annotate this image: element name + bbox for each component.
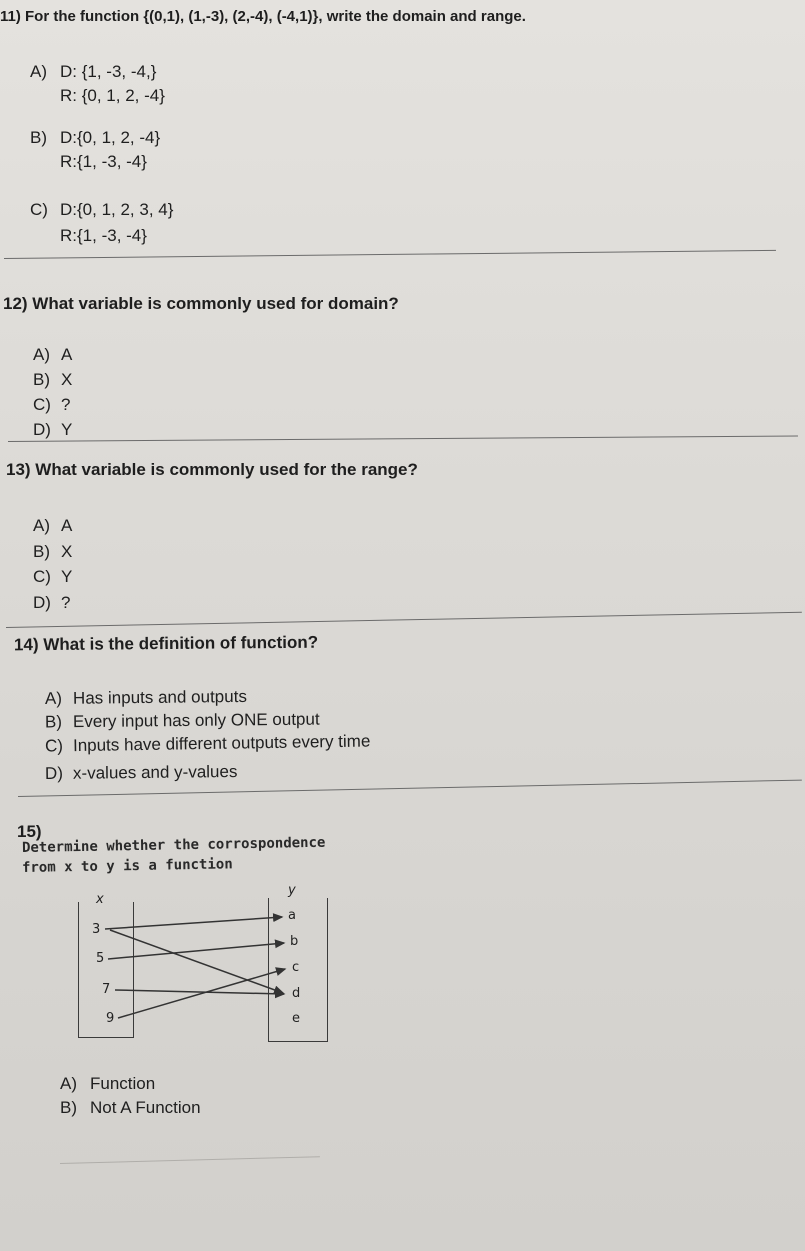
option-letter: A): [33, 345, 50, 364]
q14-text: 14) What is the definition of function?: [13, 632, 319, 655]
q13-text: 13) What variable is commonly used for the range?: [6, 460, 418, 479]
q11-option-c[interactable]: [30, 200, 173, 220]
q11-text: 11) For the function {(0,1), (1,-3), (2,-4), (-4,1)}, write the domain and range.: [0, 8, 526, 25]
q11-option-c-range: R:{1, -3, -4}: [60, 226, 147, 245]
option-value: Function: [90, 1074, 156, 1093]
q15-line1: Determine whether the corrospondence: [21, 834, 326, 856]
option-domain: D:{0, 1, 2, -4}: [60, 128, 161, 147]
option-letter: A): [30, 62, 47, 81]
input-9: 9: [106, 1011, 115, 1026]
arrow-3-to-d: [110, 930, 283, 993]
arrow-5-to-b: [108, 943, 284, 959]
option-value: ?: [61, 593, 71, 612]
q12-option-b[interactable]: [33, 370, 72, 390]
divider-line: [8, 435, 798, 442]
output-a: a: [288, 908, 296, 923]
option-value: Not A Function: [90, 1098, 201, 1117]
q14-option-b[interactable]: [45, 710, 320, 733]
option-value: Y: [61, 420, 73, 439]
q11-option-a[interactable]: [30, 62, 156, 82]
arrow-3-to-a: [105, 917, 282, 929]
q13-option-a[interactable]: [33, 516, 72, 536]
q14-option-d[interactable]: [45, 762, 238, 784]
option-value: x-values and y-values: [72, 761, 238, 783]
option-letter: C): [33, 395, 51, 414]
x-axis-label: x: [96, 892, 104, 907]
q15-line2: from x to y is a function: [21, 856, 233, 876]
option-letter: C): [33, 567, 51, 586]
q11-option-b[interactable]: [30, 128, 160, 148]
option-letter: B): [33, 370, 50, 389]
output-b: b: [290, 934, 299, 949]
q11-option-b-range: R:{1, -3, -4}: [60, 152, 147, 171]
q11-option-a-range: R: {0, 1, 2, -4}: [60, 86, 165, 105]
mapping-arrows: [60, 880, 340, 1050]
q15-number: 15): [17, 822, 42, 841]
option-value: X: [61, 542, 73, 561]
option-value: A: [61, 516, 73, 535]
q12-option-c[interactable]: [33, 395, 70, 415]
output-c: c: [292, 960, 300, 975]
option-letter: A): [33, 516, 50, 535]
q12-text: 12) What variable is commonly used for domain?: [3, 294, 399, 313]
q14-option-c[interactable]: [45, 731, 371, 756]
option-letter: D): [44, 763, 64, 784]
output-d: d: [292, 986, 301, 1001]
option-value: A: [61, 345, 73, 364]
q13-option-b[interactable]: [33, 542, 72, 562]
option-letter: C): [30, 200, 48, 219]
q13-option-d[interactable]: [33, 593, 70, 613]
q15-option-a[interactable]: [60, 1074, 155, 1094]
option-letter: A): [44, 688, 63, 709]
divider-line: [6, 612, 802, 628]
input-5: 5: [96, 951, 105, 966]
option-letter: D): [33, 593, 51, 612]
option-letter: B): [30, 128, 47, 147]
option-letter: B): [33, 542, 50, 561]
q14-option-a[interactable]: [45, 687, 247, 709]
output-e: e: [292, 1011, 300, 1026]
option-value: X: [61, 370, 73, 389]
q12-option-a[interactable]: [33, 345, 72, 365]
q15-option-b[interactable]: [60, 1098, 201, 1118]
option-value: Every input has only ONE output: [72, 709, 320, 732]
input-3: 3: [92, 922, 101, 937]
option-value: Inputs have different outputs every time: [72, 731, 371, 756]
option-letter: A): [60, 1074, 77, 1093]
input-7: 7: [102, 982, 111, 997]
option-value: Has inputs and outputs: [72, 686, 247, 708]
faint-line: [60, 1156, 320, 1164]
divider-line: [4, 250, 776, 259]
option-value: ?: [61, 395, 71, 414]
mapping-diagram: [60, 880, 340, 1050]
option-letter: B): [60, 1098, 77, 1117]
option-domain: D: {1, -3, -4,}: [60, 62, 157, 81]
option-domain: D:{0, 1, 2, 3, 4}: [60, 200, 174, 219]
y-axis-label: y: [288, 883, 296, 898]
option-value: Y: [61, 567, 73, 586]
option-letter: D): [33, 420, 51, 439]
option-letter: B): [44, 712, 63, 732]
option-letter: C): [44, 736, 64, 756]
q12-option-d[interactable]: [33, 420, 72, 440]
q13-option-c[interactable]: [33, 567, 72, 587]
